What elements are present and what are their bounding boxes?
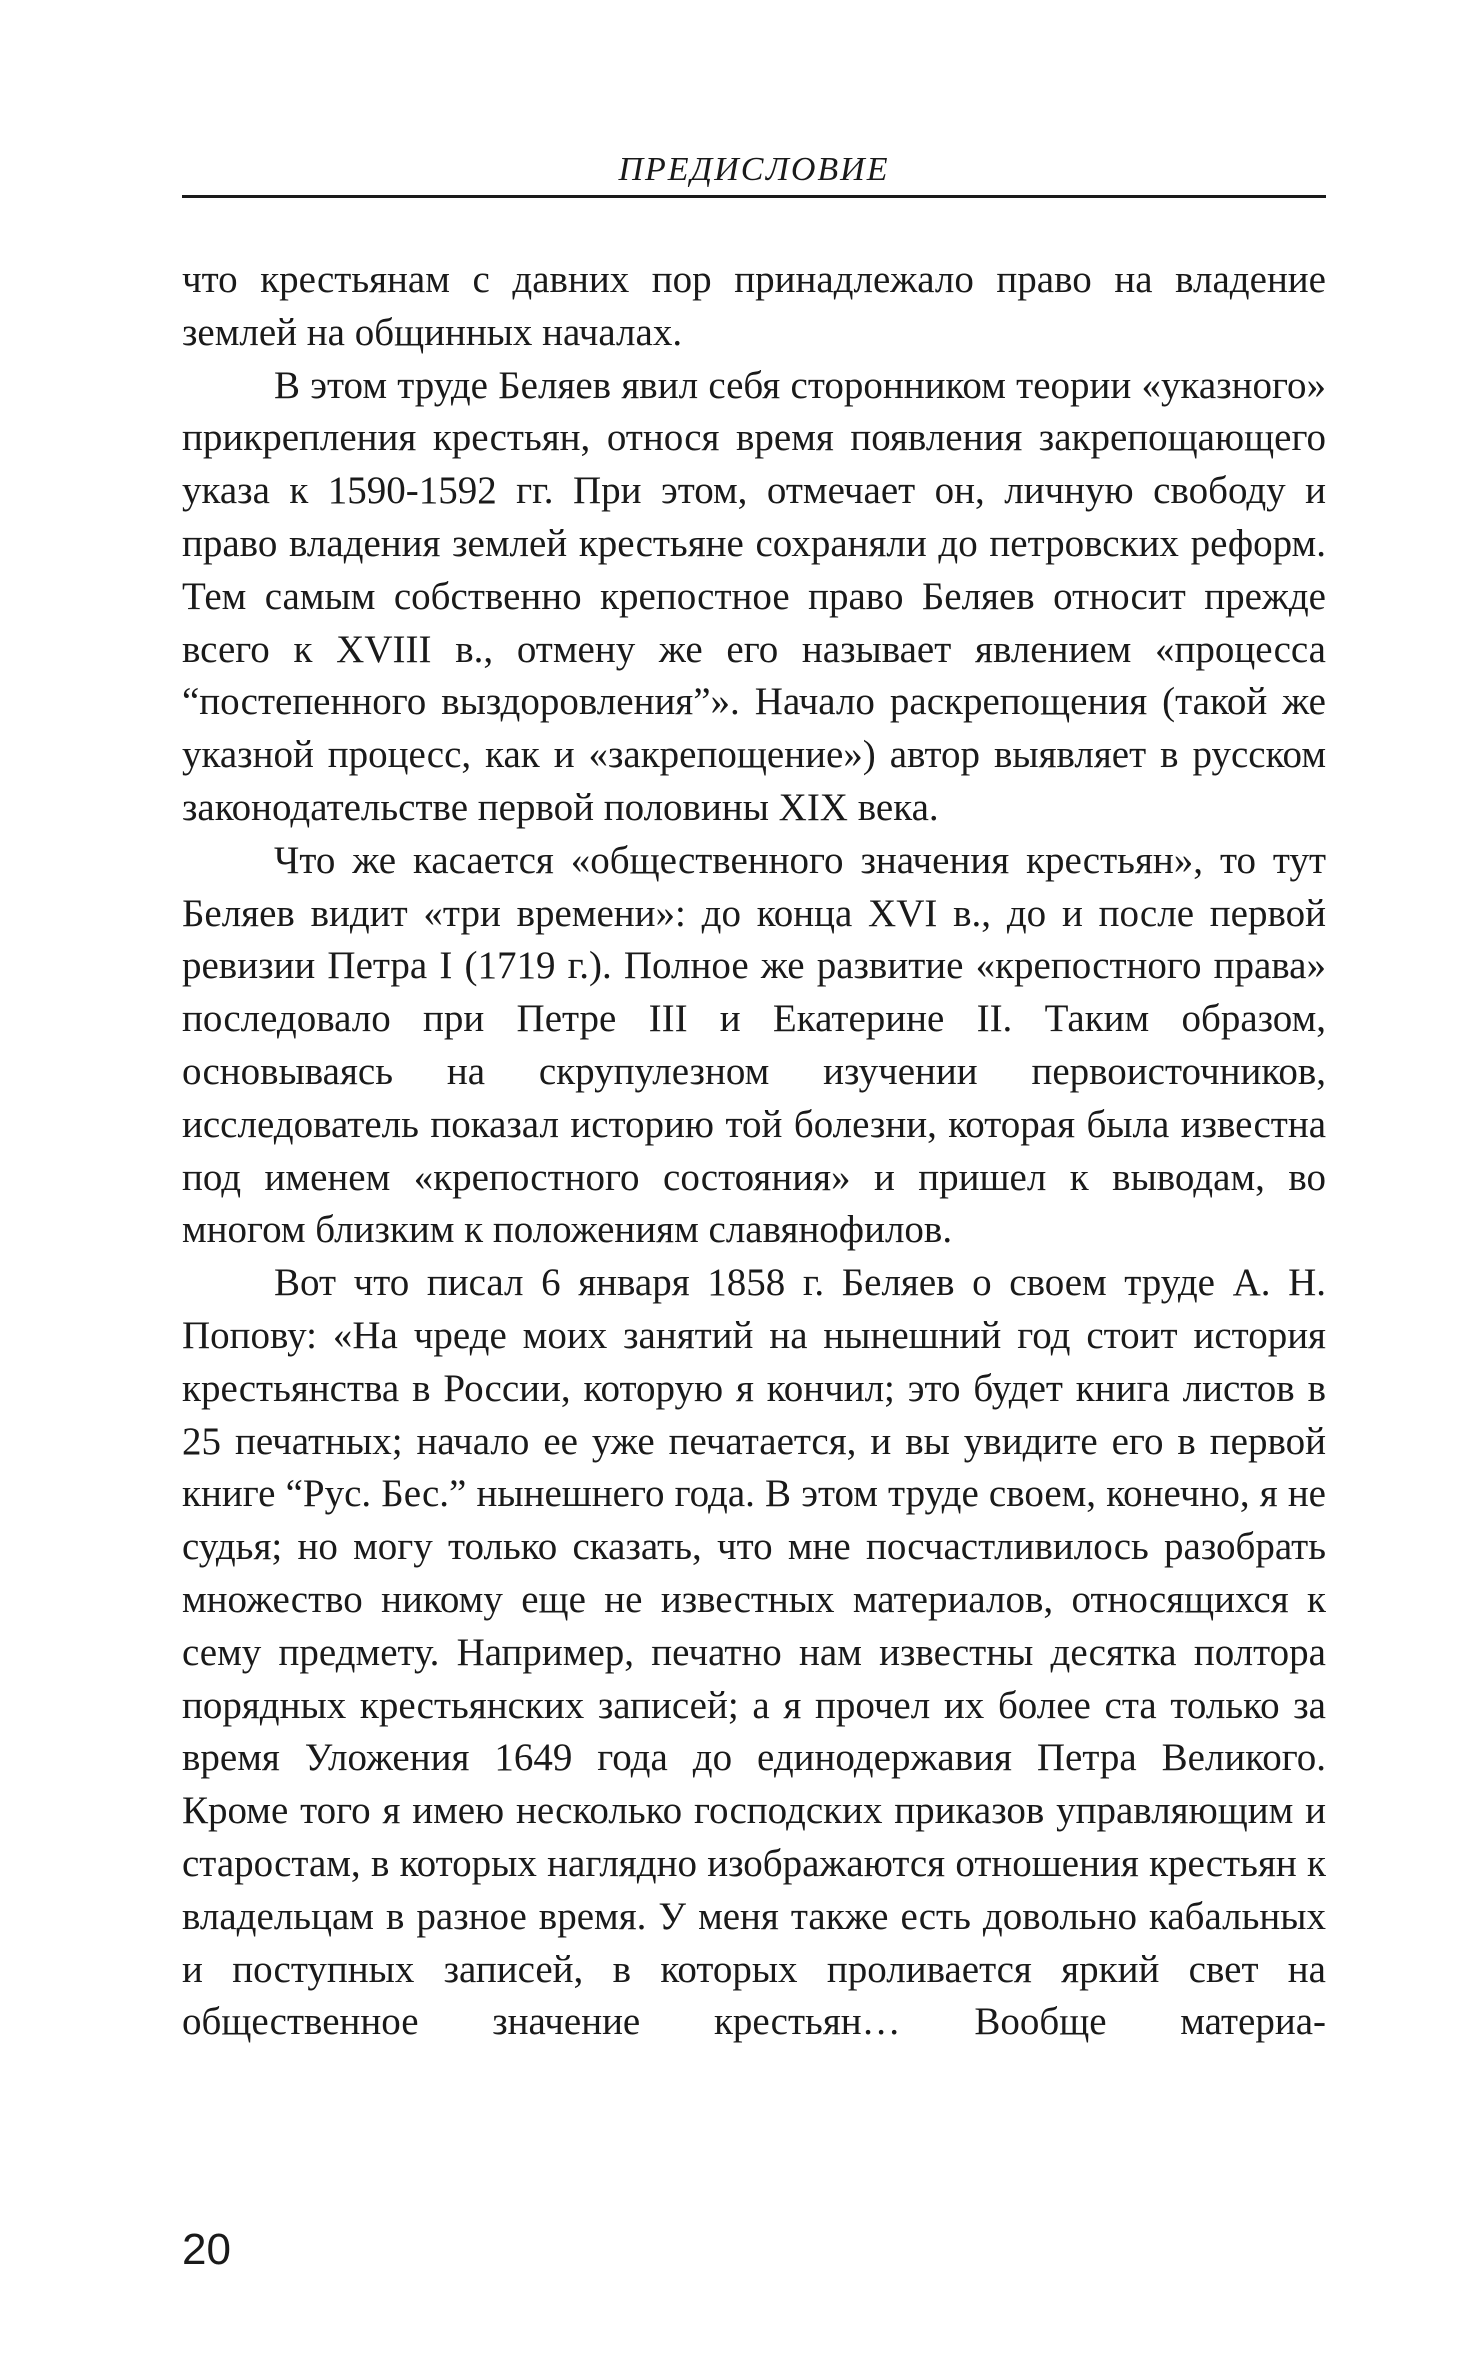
- paragraph: Что же касается «общественного значения крестьян», то тут Беляев видит «три времени»: до конца XVI в., до и после первой ревизии Петра I (1719 г.). Полное же развитие «крепостного права» последовало при Петре III и Екатерине II. Таким образом, основываясь на скрупулезном изучении первоисточников, исследователь показал историю той болезни, которая была известна под именем «крепостного состояния» и пришел к выводам, во многом близким к положениям славянофилов.: [182, 838, 1326, 1252]
- header-rule: [182, 195, 1326, 198]
- paragraph: Вот что писал 6 января 1858 г. Беляев о своем труде А. Н. Попову: «На чреде моих занятий на нынешний год стоит история крестьянства в России, которую я кончил; это будет книга листов в 25 печатных; начало ее уже печатается, и вы увидите его в первой книге “Рус. Бес.” нынешнего года. В этом труде своем, конечно, я не судья; но могу только сказать, что мне посчастливилось разобрать множество никому еще не известных материалов, относящихся к сему предмету. Например, печатно нам известны десятка полтора порядных крестьянских записей; а я прочел их более ста только за время Уложения 1649 года до единодержавия Петра Великого. Кроме того я имею несколько господских приказов управляющим и старостам, в которых наглядно изображаются отношения крестьян к владельцам в разное время. У меня также есть довольно кабальных и поступных записей, в которых проливается яркий свет на общественное значение крестьян… Вообще материа-: [182, 1261, 1326, 2044]
- paragraph: В этом труде Беляев явил себя сторонником теории «указного» прикрепления крестьян, относя время появления закрепощающего указа к 1590-1592 гг. При этом, отмечает он, личную свободу и право владения землей крестьяне сохраняли до петровских реформ. Тем самым собственно крепостное право Беляев относит прежде всего к XVIII в., отмену же его называет явлением «процесса “постепенного выздоровления”». Начало раскрепощения (такой же указной процесс, как и «закрепощение») автор выявляет в русском законодательстве первой половины XIX века.: [182, 363, 1326, 829]
- body-text: [182, 254, 1326, 2049]
- running-head: ПРЕДИСЛОВИЕ: [618, 151, 890, 188]
- paragraph-continuation: что крестьянам с давних пор принадлежало право на владение землей на общинных началах.: [182, 258, 1326, 354]
- page-number: 20: [182, 2225, 231, 2274]
